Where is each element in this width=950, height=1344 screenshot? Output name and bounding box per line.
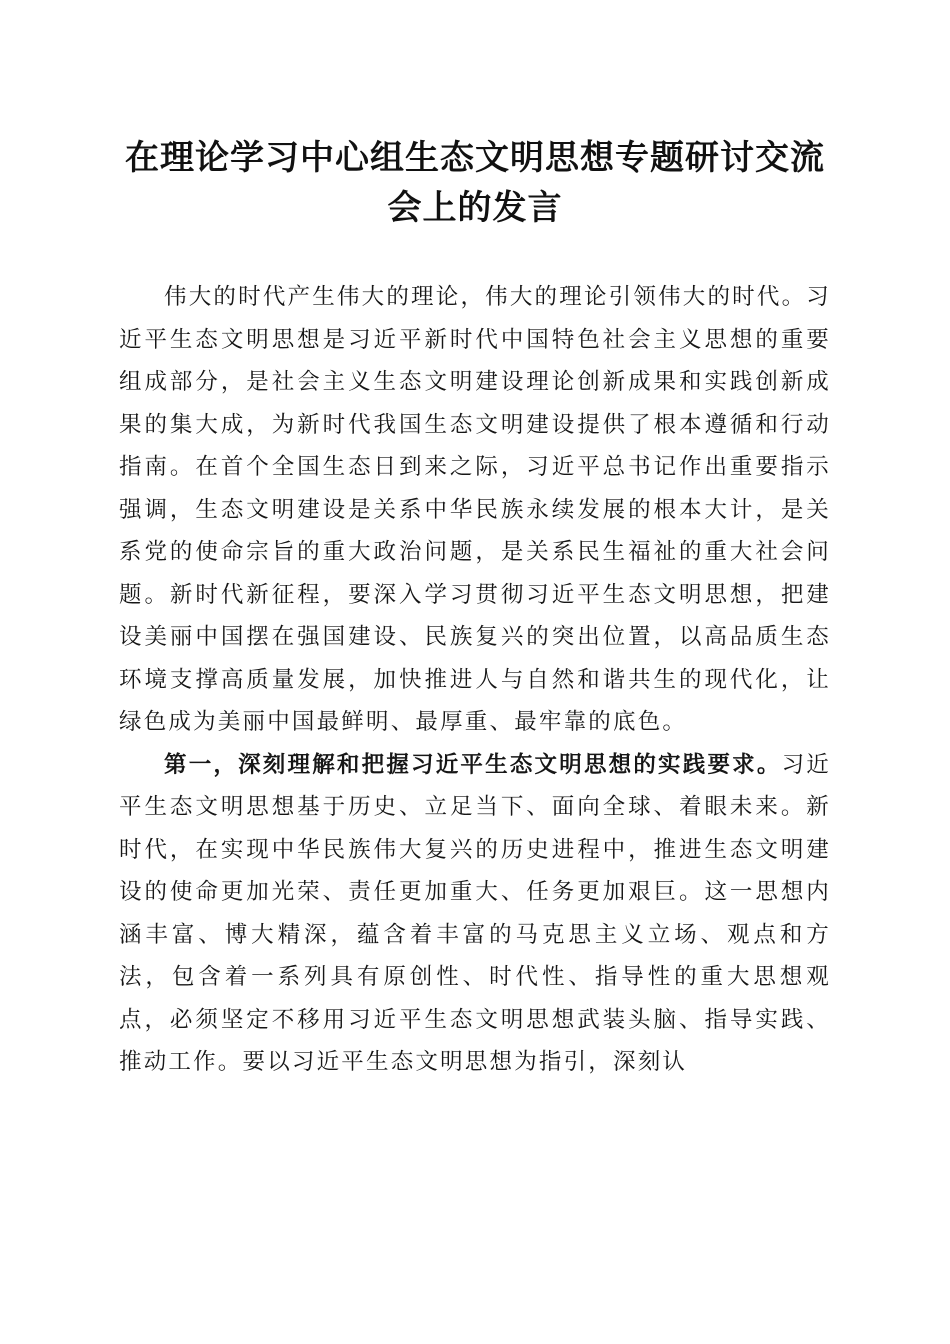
document-body [119,276,831,1084]
paragraph-1-text: 伟大的时代产生伟大的理论，伟大的理论引领伟大的时代。习近平生态文明思想是习近平新时代中国特色社会主义思想的重要组成部分，是社会主义生态文明建设理论创新成果和实践创新成果的集大成，为新时代我国生态文明建设提供了根本遵循和行动指南。在首个全国生态日到来之际，习近平总书记作出重要指示强调，生态文明建设是关系中华民族永续发展的根本大计，是关系党的使命宗旨的重大政治问题，是关系民生福祉的重大社会问题。新时代新征程，要深入学习贯彻习近平生态文明思想，把建设美丽中国摆在强国建设、民族复兴的突出位置，以高品质生态环境支撑高质量发展，加快推进人与自然和谐共生的现代化，让绿色成为美丽中国最鲜明、最厚重、最牢靠的底色。 [119,284,831,735]
document-title [110,133,840,233]
paragraph-2 [119,744,831,1084]
title-line-1: 在理论学习中心组生态文明思想专题研讨交流 [125,138,825,178]
title-line-2: 会上的发言 [387,188,563,228]
paragraph-1 [119,276,831,744]
paragraph-2-lead: 第一，深刻理解和把握习近平生态文明思想的实践要求。 [164,751,782,778]
paragraph-2-text: 习近平生态文明思想基于历史、立足当下、面向全球、着眼未来。新时代，在实现中华民族伟大复兴的历史进程中，推进生态文明建设的使命更加光荣、责任更加重大、任务更加艰巨。这一思想内涵丰富、博大精深，蕴含着丰富的马克思主义立场、观点和方法，包含着一系列具有原创性、时代性、指导性的重大思想观点，必须坚定不移用习近平生态文明思想武装头脑、指导实践、推动工作。要以习近平生态文明思想为指引，深刻认 [119,751,831,1075]
